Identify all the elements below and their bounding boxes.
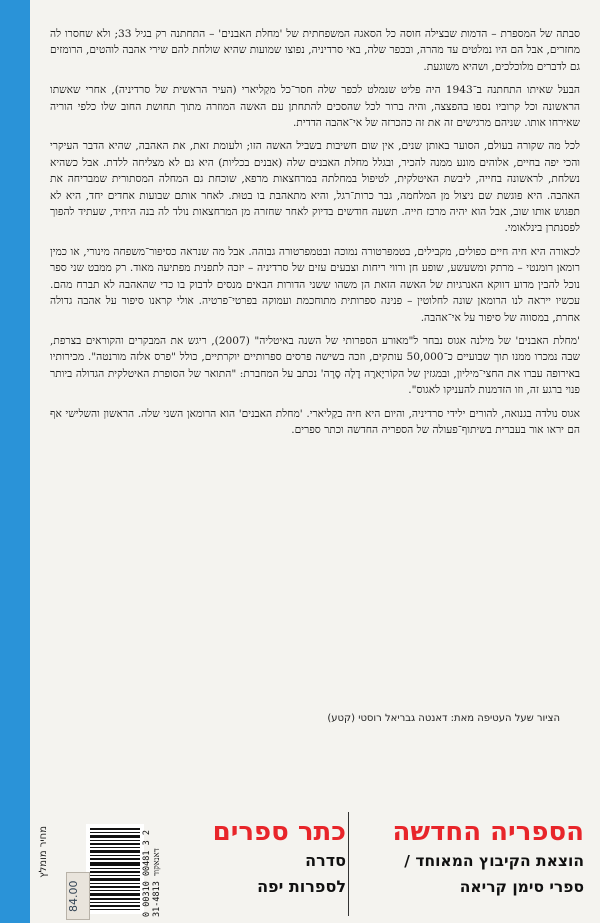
footer-divider bbox=[348, 812, 349, 916]
book-spine bbox=[0, 0, 30, 923]
price-label: מחיר מומלץ bbox=[38, 826, 49, 878]
publisher-line-1: הוצאת הקיבוץ המאוחד / bbox=[404, 852, 584, 870]
publisher-footer bbox=[30, 800, 600, 923]
barcode-digits-line-2: 31-4813 דאנאקוד bbox=[152, 848, 162, 917]
keter-line-2: לספרות יפה bbox=[257, 877, 346, 896]
cover-art-credit: הציור שעל העטיפה מאת: דאנטה גבריאל רוסטי (קטע) bbox=[327, 713, 560, 724]
barcode-digits bbox=[142, 830, 162, 917]
keter-line-1: סדרה bbox=[305, 851, 346, 870]
blurb-paragraph-5: 'מחלת האבנים' של מילנה אגוס נבחר ל"מאורע הספרותי של השנה באיטליה" (2007), ריגש את המבקרים והקוראים בצרפת, שבה נמכרו ממנו תוך שבועיים כ־50,000 עותקים, וזכה בשישה פרסים ספרותיים יוקרתיים, כולל "פרס אלזה מורנטה". מכירותיו באירופה עברו את החצי־מיליון, ובמגזין של הקוֹריֶארֶה דֶלָה סֶרָה' נכתב על המחברת: "התואר של הסופרת האיטלקית הגדולה ביותר פנוי ברגע זה, וזו הזדמנות להעניקו לאגוס". bbox=[50, 334, 581, 397]
publisher-line-2: ספרי סימן קריאה bbox=[459, 878, 584, 896]
keter-block bbox=[176, 816, 346, 900]
blurb-paragraph-1: סבתה של המספרת – הדמות שבצילה חוסה כל הסאגה המשפחתית של 'מחלת האבנים' – התחתנה רק בגיל 33; ולא שחסרו לה מחזרים, אבל הם היו נמלטים עד מהרה, ובכפר שלה, באי סרדיניה, נפוצו שמועות שהיא שולחת להם שירי אהבה לוהטים, הרומזים גם לדברים מלוכלכים, ושהיא משוגעת. bbox=[50, 28, 580, 73]
price-sticker: 84.00 bbox=[66, 872, 90, 920]
blurb-text bbox=[50, 26, 580, 445]
blurb-paragraph-3: לכל מה שקורה בעולם, הסוער באותן שנים, אין שום חשיבות בשביל האשה הזו; ולעומת זאת, את האהבה, שהיא הדבר העיקרי והכי יפה בחיים, אלוהים מונע ממנה להכיר, ובגלל מחלת האבנים שלה (אבנים בכליות) היא גם לא מצליחה ללדת. אבל כשהיא נשלחת, לראשונה בחייה, ליבשת האיטלקית, לטיפול במחלתה במרחצאות מרפא, שוכחת גם המחלה המסתורית שמבריחה את האהבה. היא פוגשת שם ניצול מן המלחמה, גבר כרות־רגל, והיא מתאהבת בו בטוּת. לאחר אותם שבועות אחדים יחד, היא לא תפגוש אותו שוב, אבל הוא יהיה מרכז חייה. תשעה חודשים בדיוק לאחר שחזרה מן המרחצאות נולד לה בנה היחיד, שעתיד להפוך לפסנתרן בינלאומי. bbox=[50, 140, 580, 235]
publisher-block bbox=[364, 816, 584, 900]
blurb-paragraph-4: לכאורה היא חיה חיים כפולים, מקבילים, בטמפרטורה נמוכה ובטמפרטורה גבוהה. אבל מה שנראה כסיפור־משפחה מינורי, או כמין רומאן רומנטי – מרתק ומשעשע, שופע חן ורווי ריחות וצבעים עזים של סרדיניה – יזכה לתפנית מפתיעה מאוד. רק ממבט שני ספר נוכל להבין מדוע דווקא האנרגיות של האשה הזאת הן משהו ששני הדורות הבאים מנסים לדבוק בו כדי שהאהבה לא תברח מהם. עכשיו ייראה לנו הרומאן שונה לחלוטין – פנינה ספרותית מתוחכמת ועמוקה בפרטי־פרטיה. אולי קראנו סיפור על אהבה גדולה אחרת, במסווה של סיפור על אי־אהבה. bbox=[50, 245, 580, 324]
back-cover bbox=[30, 0, 600, 923]
blurb-paragraph-6: אגוס נולדה בגנואה, להורים ילידי סרדיניה, והיום היא חיה בקַליארי. 'מחלת האבנים' הוא הרומאן השני שלה. הראשון והשלישי אף הם יראו אור בעברית בשיתוף־פעולה של הספריה החדשה וכתר ספרים. bbox=[50, 407, 580, 436]
barcode-icon bbox=[86, 824, 144, 914]
series-name: הספריה החדשה bbox=[392, 817, 584, 847]
barcode-digits-line-1: 0 00310 00481 3 2 bbox=[142, 830, 152, 917]
keter-brand: כתר ספרים bbox=[212, 817, 346, 847]
blurb-paragraph-2: הבעל שאיתו התחתנה ב־1943 היה פליט שנמלט לכפר שלה חסר־כל מקַליארי (העיר הראשית של סרדיניה), אחרי שאשתו הראשונה וכל קרוביו נספו בהפצצה, והיה ברור לכל שהסכים להתחתן עם האשה המוזרה מתוך תחושת החוב שלו כלפי הוריה שאירחו אותו. שניהם מרגישים זה את זה כהכרזה של אי־אהבה הדדית. bbox=[50, 84, 580, 130]
